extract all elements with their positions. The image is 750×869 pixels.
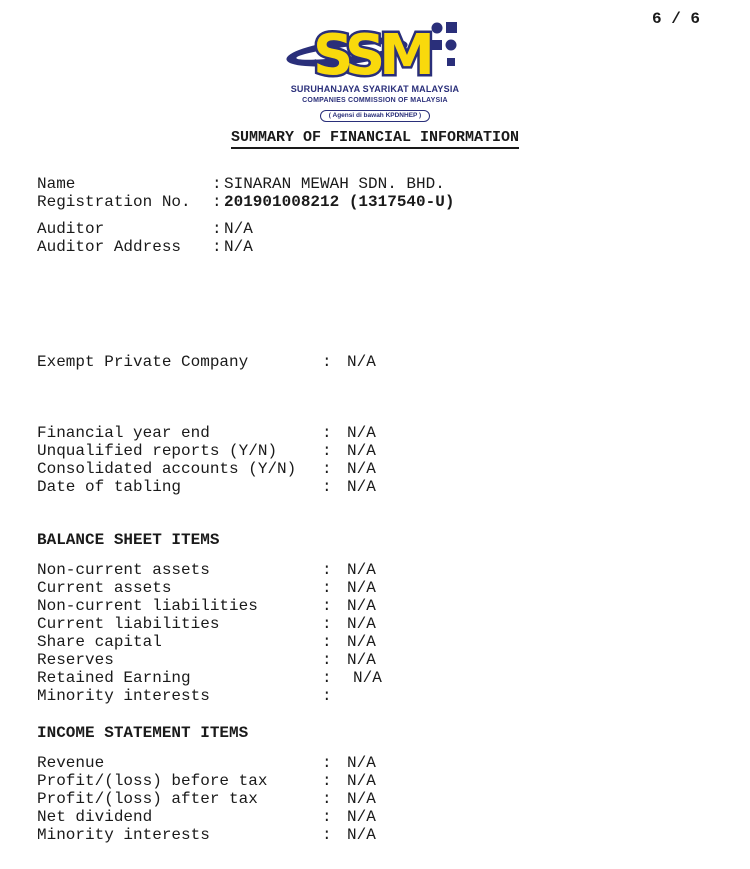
field-label: Profit/(loss) after tax bbox=[37, 790, 258, 808]
field-label: Net dividend bbox=[37, 808, 153, 826]
colon-separator: : bbox=[322, 772, 332, 790]
field-row-minority-interests bbox=[37, 826, 717, 844]
field-label: Auditor bbox=[37, 220, 105, 238]
field-value: N/A bbox=[347, 579, 376, 597]
field-value: 201901008212 (1317540-U) bbox=[224, 193, 455, 211]
agency-note-badge: ( Agensi di bawah KPDNHEP ) bbox=[320, 110, 430, 122]
field-row-profit-after-tax bbox=[37, 790, 717, 808]
logo-dots-icon bbox=[432, 22, 458, 66]
colon-separator: : bbox=[322, 687, 332, 705]
field-label: Registration No. bbox=[37, 193, 191, 211]
field-row-name bbox=[37, 175, 717, 193]
field-value: N/A bbox=[347, 442, 376, 460]
colon-separator: : bbox=[322, 478, 332, 496]
org-name-malay: SURUHANJAYA SYARIKAT MALAYSIA bbox=[290, 84, 460, 94]
field-row-net-dividend bbox=[37, 808, 717, 826]
colon-separator: : bbox=[322, 561, 332, 579]
colon-separator: : bbox=[212, 238, 222, 256]
ssm-logo-block bbox=[0, 12, 750, 122]
field-label: Profit/(loss) before tax bbox=[37, 772, 268, 790]
field-label: Retained Earning bbox=[37, 669, 191, 687]
colon-separator: : bbox=[322, 754, 332, 772]
field-value: N/A bbox=[347, 633, 376, 651]
colon-separator: : bbox=[212, 193, 222, 211]
field-value: N/A bbox=[347, 597, 376, 615]
colon-separator: : bbox=[322, 579, 332, 597]
field-label: Minority interests bbox=[37, 826, 210, 844]
field-label: Minority interests bbox=[37, 687, 210, 705]
document-title-text: SUMMARY OF FINANCIAL INFORMATION bbox=[231, 129, 519, 149]
ssm-logo-icon bbox=[285, 12, 465, 84]
field-value: N/A bbox=[224, 238, 253, 256]
ssm-acronym: SSM bbox=[313, 23, 429, 84]
field-value: N/A bbox=[353, 669, 382, 687]
field-row-date-of-tabling bbox=[37, 478, 717, 496]
income-statement-section bbox=[37, 754, 717, 844]
colon-separator: : bbox=[322, 808, 332, 826]
field-row-current-assets bbox=[37, 579, 717, 597]
field-row-share-capital bbox=[37, 633, 717, 651]
field-label: Current liabilities bbox=[37, 615, 220, 633]
field-value: N/A bbox=[347, 772, 376, 790]
colon-separator: : bbox=[322, 651, 332, 669]
field-row-non-current-assets bbox=[37, 561, 717, 579]
colon-separator: : bbox=[212, 175, 222, 193]
colon-separator: : bbox=[322, 442, 332, 460]
field-row-non-current-liabilities bbox=[37, 597, 717, 615]
colon-separator: : bbox=[322, 633, 332, 651]
financial-details-section bbox=[37, 424, 717, 496]
field-label: Date of tabling bbox=[37, 478, 182, 496]
field-value: N/A bbox=[224, 220, 253, 238]
field-value: N/A bbox=[347, 478, 376, 496]
field-row-current-liabilities bbox=[37, 615, 717, 633]
auditor-section bbox=[37, 220, 717, 256]
field-label: Revenue bbox=[37, 754, 105, 772]
field-value: N/A bbox=[347, 826, 376, 844]
field-label: Non-current liabilities bbox=[37, 597, 258, 615]
field-row-auditor-address bbox=[37, 238, 717, 256]
colon-separator: : bbox=[322, 597, 332, 615]
colon-separator: : bbox=[212, 220, 222, 238]
field-row-unqualified-reports bbox=[37, 442, 717, 460]
colon-separator: : bbox=[322, 460, 332, 478]
colon-separator: : bbox=[322, 669, 332, 687]
balance-sheet-heading: BALANCE SHEET ITEMS bbox=[37, 531, 220, 549]
field-value: N/A bbox=[347, 790, 376, 808]
field-label: Unqualified reports (Y/N) bbox=[37, 442, 278, 460]
field-row-profit-before-tax bbox=[37, 772, 717, 790]
page-number-indicator: 6 / 6 bbox=[652, 10, 701, 28]
field-value: N/A bbox=[347, 460, 376, 478]
field-label: Exempt Private Company bbox=[37, 353, 249, 371]
field-value: N/A bbox=[347, 754, 376, 772]
field-label: Consolidated accounts (Y/N) bbox=[37, 460, 297, 478]
field-value: SINARAN MEWAH SDN. BHD. bbox=[224, 175, 445, 193]
colon-separator: : bbox=[322, 790, 332, 808]
field-row-exempt-private-company bbox=[37, 353, 717, 371]
income-statement-heading: INCOME STATEMENT ITEMS bbox=[37, 724, 249, 742]
field-value: N/A bbox=[347, 651, 376, 669]
field-label: Non-current assets bbox=[37, 561, 210, 579]
colon-separator: : bbox=[322, 826, 332, 844]
field-label: Financial year end bbox=[37, 424, 210, 442]
colon-separator: : bbox=[322, 424, 332, 442]
field-label: Reserves bbox=[37, 651, 114, 669]
field-row-revenue bbox=[37, 754, 717, 772]
colon-separator: : bbox=[322, 353, 332, 371]
field-label: Auditor Address bbox=[37, 238, 182, 256]
field-value: N/A bbox=[347, 561, 376, 579]
field-row-registration-no bbox=[37, 193, 717, 211]
field-row-consolidated-accounts bbox=[37, 460, 717, 478]
field-value: N/A bbox=[347, 424, 376, 442]
field-value: N/A bbox=[347, 615, 376, 633]
exempt-private-company-section bbox=[37, 353, 717, 371]
colon-separator: : bbox=[322, 615, 332, 633]
field-label: Share capital bbox=[37, 633, 162, 651]
field-row-retained-earning bbox=[37, 669, 717, 687]
field-label: Name bbox=[37, 175, 76, 193]
field-value: N/A bbox=[347, 808, 376, 826]
field-row-auditor bbox=[37, 220, 717, 238]
field-value: N/A bbox=[347, 353, 376, 371]
field-label: Current assets bbox=[37, 579, 172, 597]
balance-sheet-section bbox=[37, 561, 717, 705]
field-row-financial-year-end bbox=[37, 424, 717, 442]
field-row-reserves bbox=[37, 651, 717, 669]
field-row-minority-interests bbox=[37, 687, 717, 705]
document-title bbox=[0, 128, 750, 146]
company-identification-section bbox=[37, 175, 717, 211]
org-name-english: COMPANIES COMMISSION OF MALAYSIA bbox=[302, 96, 448, 104]
